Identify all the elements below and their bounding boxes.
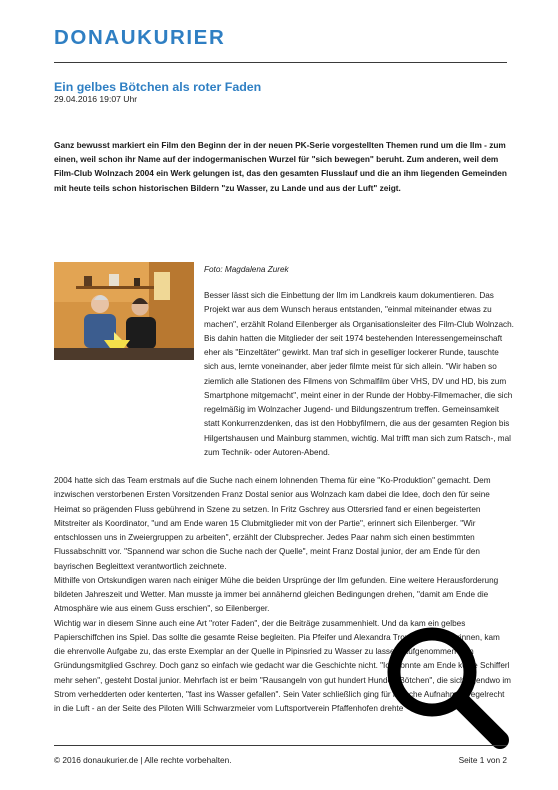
header-divider (54, 62, 507, 63)
article-title: Ein gelbes Bötchen als roter Faden (54, 80, 262, 94)
article-lead: Ganz bewusst markiert ein Film den Beginn der in der neuen PK-Serie vorgestellten Themen rund um die Ilm - zum einen, weil schon ihr Name auf der indogermanischen Wurzel für "sich bewegen" beruht. Zum anderen, weil dem Film-Club Wolnzach 2004 ein Werk gelungen ist, das den gesamten Flusslauf und die an ihm liegenden Gemeinden mit heute teils schon historischen Bildern "zu Wasser, zu Lande und aus der Luft" zeigt. (54, 140, 507, 193)
article-column-text: Besser lässt sich die Einbettung der Ilm im Landkreis kaum dokumentieren. Das Projekt war aus dem Wunsch heraus entstanden, "einmal miteinander etwas zu machen", erzählt Roland Eilenberger als Organisationsleiter des Film-Club Wolnzach. Bis dahin hatten die Mitglieder der seit 1974 bestehenden Interessengemeinschaft eher als "Einzeltäter" gewirkt. Man traf sich in geselliger lockerer Runde, tauschte sich aus, lernte voneinander, aber jeder filmte meist für sich allein. "Wir haben so ziemlich alle Stationen des Filmens von Schmalfilm über VHS, DV und HD, bis zum Smartphone mitgemacht", meint einer in der Runde der Hobby-Filmemacher, die sich regelmäßig im Wolnzacher Jugend- und Bildungszentrum treffen. Gemeinsamkeit statt Konkurrenzdenken, das ist den Hobbyfilmern, die aus der gesamten Region bis Hilgertshausen und Mainburg stammen, wichtig. Mal trifft man sich zum Ratsch-, mal zum Technik- oder Autoren-Abend. (204, 291, 514, 457)
footer-copyright: © 2016 donaukurier.de | Alle rechte vorbehalten. (54, 755, 232, 765)
footer-divider (54, 745, 507, 746)
page-number: Seite 1 von 2 (458, 755, 507, 765)
article-date: 29.04.2016 19:07 Uhr (54, 94, 138, 104)
article-paragraph: Mithilfe von Ortskundigen waren nach einiger Mühe die beiden Ursprünge der Ilm gefunden. Eine weitere Herausforderung bildeten Jahreszeit und Wetter. Man musste ja immer bei annähernd gleichen Bedingungen drehen, "damit am Ende die Atmosphäre wie aus einem Guss erschien", so Eilenberger. (54, 575, 499, 614)
article-paragraph: 2004 hatte sich das Team erstmals auf die Suche nach einem lohnenden Thema für eine "Ko-Produktion" gemacht. Dem inzwischen verstorbenen Ersten Vorsitzenden Franz Dostal senior aus Wolnzach kam dabei die Idee, doch den für seine Heimat so prägenden Fluss gebührend in Szene zu setzen. In Fritz Gschrey aus Ottersried fand er einen begeisterten Mitstreiter als Koordinator, "und am Ende waren 15 Clubmitglieder mit von der Partie", erinnert sich Eilenberger. "Wir entschlossen uns in Zweiergruppen zu arbeiten", erzählt der Clubsprecher. Jedes Paar nahm sich einen bestimmten Flussabschnitt vor. "Spannend war schon die Suche nach der Quelle", meint Franz Dostal junior, der am Ende für den bayrischen Begleittext verantwortlich zeichnete. (54, 476, 491, 571)
article-photo (54, 262, 194, 360)
photo-caption: Foto: Magdalena Zurek (204, 265, 289, 274)
article-paragraph: Wichtig war in diesem Sinne auch eine Art "roter Faden", der die Beiträge zusammenhielt. Und da kam ein gelbes Papierschiffchen ins Spiel. Das sollte die gesamte Reise begleiten. Pia Pfeifer und Alexandra Trox, zwei Schülerinnen, kam die ehrenvolle Aufgabe zu, das erste Exemplar an der Quelle in Pipinsried zu Wasser zu lassen, aufgenommen vom Gründungsmitglied Gschrey. Doch ganz so einfach wie gedacht war die Geschichte nicht. "Ich konnte am Ende keine Schifferl mehr sehen", gesteht Dostal junior. Mehrfach ist er beim "Rausangeln von gut hundert Hundert Bötchen", die sich irgendwo im Strom verhedderten oder kenterten, "fast ins Wasser gefallen". Sein Vater schließlich ging für manche Aufnahmen regelrecht in die Luft - an der Seite des Piloten Willi Schwarzmeier vom Luftsportverein Pfaffenhofen drehte (54, 618, 512, 713)
site-logo[interactable]: DONAUKURIER (54, 26, 226, 49)
magnifier-icon[interactable] (380, 620, 510, 750)
photo-illustration (54, 262, 194, 360)
